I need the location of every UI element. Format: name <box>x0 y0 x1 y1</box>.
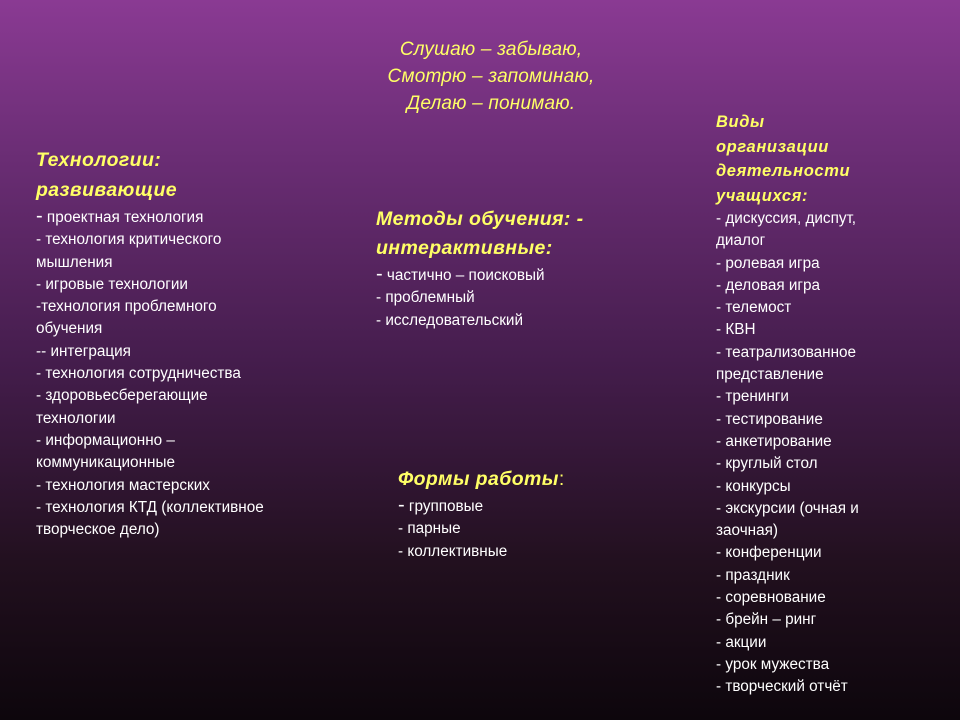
forms-heading <box>398 464 658 494</box>
list-item: - конкурсы <box>716 477 791 495</box>
list-item: мышления <box>36 253 113 271</box>
forms-heading-text: Формы работы <box>398 468 559 490</box>
methods-heading <box>376 205 666 263</box>
list-item: заочная) <box>716 522 778 540</box>
list-item: - деловая игра <box>716 276 821 294</box>
list-item: диалог <box>716 232 766 250</box>
list-item: - технология критического <box>36 231 222 249</box>
list-item: представление <box>716 366 824 384</box>
list-item: - проектная технология <box>36 205 204 227</box>
list-item: - КВН <box>716 321 756 339</box>
title-line: Делаю – понимаю. <box>406 93 576 114</box>
title-line: Смотрю – запоминаю, <box>387 66 595 87</box>
list-item: - тестирование <box>716 410 823 428</box>
heading-line: развивающие <box>36 179 178 201</box>
heading-line: интерактивные: <box>376 237 553 259</box>
list-item: - технология КТД (коллективное <box>36 498 264 516</box>
list-item: - групповые <box>398 494 484 516</box>
activity-types-list <box>716 208 916 699</box>
heading-line: Виды <box>716 113 765 131</box>
list-item: - акции <box>716 633 767 651</box>
forms-list <box>398 494 658 563</box>
list-item: - урок мужества <box>716 655 830 673</box>
list-item: - ролевая игра <box>716 254 820 272</box>
list-item: - анкетирование <box>716 432 832 450</box>
list-item: - информационно – <box>36 431 175 449</box>
list-item: - экскурсии (очная и <box>716 499 859 517</box>
list-item: - игровые технологии <box>36 275 188 293</box>
list-item: - технология мастерских <box>36 476 210 494</box>
list-item: - тренинги <box>716 388 789 406</box>
list-item: - театрализованное <box>716 343 857 361</box>
list-item: - конференции <box>716 544 822 562</box>
activity-types-block <box>716 110 916 699</box>
list-item: - коллективные <box>398 542 508 560</box>
list-item: - частично – поисковый <box>376 263 545 285</box>
activity-types-heading <box>716 110 916 208</box>
list-item: - брейн – ринг <box>716 611 817 629</box>
list-item: обучения <box>36 320 103 338</box>
list-item: - круглый стол <box>716 455 818 473</box>
heading-line: деятельности <box>716 162 851 180</box>
heading-line: Технологии: <box>36 149 162 171</box>
methods-list <box>376 263 666 332</box>
list-item: - парные <box>398 520 461 538</box>
list-item: - проблемный <box>376 289 475 307</box>
technologies-list <box>36 205 336 541</box>
forms-block <box>398 464 658 563</box>
title-line: Слушаю – забываю, <box>399 39 583 60</box>
list-item: -технология проблемного <box>36 298 217 316</box>
list-item: -- интеграция <box>36 342 131 360</box>
list-item: - творческий отчёт <box>716 678 848 696</box>
slide-title <box>0 36 960 117</box>
list-item: - здоровьесберегающие <box>36 387 208 405</box>
list-item: - телемост <box>716 299 792 317</box>
list-item: технологии <box>36 409 116 427</box>
list-item: коммуникационные <box>36 454 175 472</box>
list-item: - дискуссия, диспут, <box>716 210 857 227</box>
heading-line: организации <box>716 137 829 156</box>
list-item: - исследовательский <box>376 311 524 329</box>
heading-line: Методы обучения: - <box>376 208 584 230</box>
list-item: - праздник <box>716 566 790 584</box>
methods-block <box>376 205 666 332</box>
technologies-block <box>36 145 336 541</box>
list-item: - соревнование <box>716 589 826 607</box>
list-item: - технология сотрудничества <box>36 365 241 383</box>
list-item: творческое дело) <box>36 521 160 539</box>
heading-line: учащихся: <box>716 186 809 205</box>
forms-heading-colon: : <box>558 468 565 490</box>
technologies-heading <box>36 145 336 205</box>
